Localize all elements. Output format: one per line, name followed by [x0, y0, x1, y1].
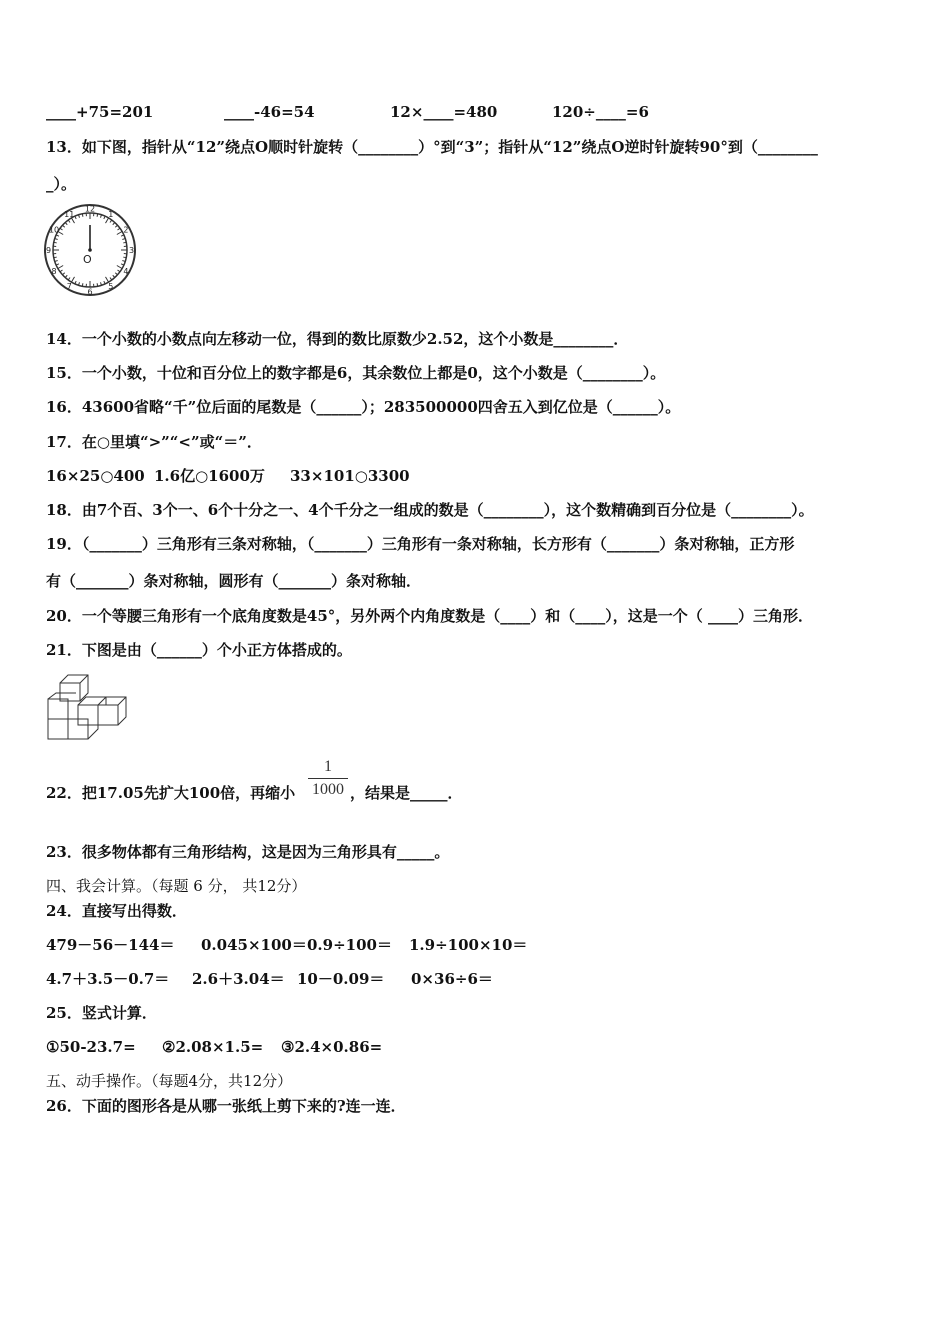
clock-numeral: 7 — [66, 281, 72, 291]
q22-pre: 22．把17.05先扩大100倍，再缩小 — [46, 784, 296, 802]
q17-item-3: 33×101○3300 — [290, 467, 410, 485]
clock-tick — [65, 223, 67, 225]
q25-title: 25．竖式计算． — [46, 1004, 157, 1022]
clock-tick — [104, 216, 105, 219]
clock-tick — [72, 277, 75, 282]
clock-tick — [113, 223, 115, 225]
clock-numeral: 8 — [51, 266, 57, 276]
clock-numeral: 2 — [123, 225, 129, 235]
clock-tick — [68, 278, 70, 280]
q24-r2-c2: 2.6＋3.04＝ — [192, 970, 285, 988]
clock-tick — [58, 266, 63, 269]
clock-tick — [110, 278, 112, 280]
clock-tick — [56, 264, 59, 265]
clock-numeral: 3 — [128, 246, 135, 255]
q24-title: 24．直接写出得数． — [46, 902, 187, 920]
q22-post: ，结果是_____． — [350, 784, 463, 802]
q20-text: 20．一个等腰三角形有一个底角度数是45°，另外两个内角度数是（____）和（____），这是一个（ ____）三角形． — [46, 607, 813, 625]
clock-tick — [82, 214, 83, 217]
q14-text: 14．一个小数的小数点向左移动一位，得到的数比原数少2.52，这个小数是________． — [46, 330, 629, 348]
q17-item-2: 1.6亿○1600万 — [154, 467, 265, 485]
q22-fraction — [308, 758, 348, 799]
clock-tick — [117, 266, 122, 269]
clock-tick — [118, 228, 120, 230]
q24-r1-c1: 479－56－144＝ — [46, 936, 175, 954]
q12-item-b: ____-46=54 — [224, 103, 315, 121]
clock-tick — [121, 264, 124, 265]
clock-center-label: O — [83, 253, 92, 266]
q17-title: 17．在○里填“>”“<”或“＝”． — [46, 433, 262, 451]
clock-tick — [54, 242, 57, 243]
clock-tick — [121, 235, 124, 236]
clock-tick — [118, 270, 120, 272]
clock-tick — [123, 257, 126, 258]
q16-text: 16．43600省略“千”位后面的尾数是（______）；283500000四舍五入到亿位是（______）。 — [46, 398, 681, 416]
fraction-denominator: 1000 — [312, 781, 344, 798]
clock-tick — [65, 275, 67, 277]
clock-tick — [56, 235, 59, 236]
clock-tick — [75, 281, 76, 284]
clock-numeral: 1 — [108, 210, 114, 220]
q19-line1: 19．（_______）三角形有三条对称轴，（_______）三角形有一条对称轴，长方形有（_______）条对称轴，正方形 — [46, 535, 795, 553]
q21-text: 21．下图是由（______）个小正方体搭成的。 — [46, 641, 352, 659]
clock-tick — [97, 214, 98, 217]
clock-numeral: 6 — [87, 287, 93, 297]
q12-item-a: ____+75=201 — [46, 103, 154, 121]
q12-item-c: 12×____=480 — [390, 103, 498, 121]
clock-tick — [63, 273, 65, 275]
q24-r1-c2: 0.045×100＝ — [201, 936, 307, 954]
clock-tick — [63, 225, 65, 227]
clock-numeral: 4 — [123, 266, 129, 276]
q12-item-d: 120÷____=6 — [552, 103, 649, 121]
section-5-heading: 五、动手操作。（每题4分，共12分） — [46, 1072, 293, 1090]
clock-tick — [117, 232, 122, 235]
q13-line1: 13．如下图，指针从“12”绕点O顺时针旋转（________）°到“3”；指针从“12”绕点O逆时针旋转90°到（________ — [46, 138, 818, 156]
clock-tick — [60, 228, 62, 230]
q24-r2-c4: 0×36÷6＝ — [411, 970, 493, 988]
q24-r2-c1: 4.7＋3.5－0.7＝ — [46, 970, 170, 988]
q15-text: 15．一个小数，十位和百分位上的数字都是6，其余数位上都是0，这个小数是（________）。 — [46, 364, 666, 382]
clock-numeral: 12 — [84, 204, 96, 214]
clock-tick — [68, 220, 70, 222]
clock-tick — [60, 270, 62, 272]
clock-tick — [104, 281, 105, 284]
clock-tick — [113, 275, 115, 277]
q25-item-3: ③2.4×0.86= — [281, 1038, 383, 1056]
q17-item-1: 16×25○400 — [46, 467, 145, 485]
clock-numeral: 11 — [64, 210, 75, 220]
fraction-numerator: 1 — [324, 758, 332, 775]
clock-tick — [123, 242, 126, 243]
clock-tick — [115, 225, 117, 227]
clock-tick — [115, 273, 117, 275]
q25-item-2: ②2.08×1.5= — [162, 1038, 264, 1056]
clock-figure — [43, 203, 137, 297]
clock-tick — [110, 220, 112, 222]
q18-text: 18．由7个百、3个一、6个十分之一、4个千分之一组成的数是（________），这个数精确到百分位是（________）。 — [46, 501, 814, 519]
clock-tick — [97, 283, 98, 286]
q23-text: 23．很多物体都有三角形结构，这是因为三角形具有_____。 — [46, 843, 450, 861]
clock-tick — [82, 283, 83, 286]
q24-r1-c4: 1.9÷100×10＝ — [409, 936, 528, 954]
q19-line2: 有（_______）条对称轴，圆形有（_______）条对称轴． — [46, 572, 422, 590]
q25-item-1: ①50-23.7= — [46, 1038, 136, 1056]
clock-numeral: 10 — [48, 225, 60, 235]
clock-tick — [54, 257, 57, 258]
clock-tick — [75, 216, 76, 219]
q13-line2: _）。 — [46, 175, 77, 193]
q24-r2-c3: 10－0.09＝ — [297, 970, 385, 988]
cube-stack-figure — [46, 673, 132, 741]
clock-numeral: 9 — [45, 246, 52, 255]
section-4-heading: 四、我会计算。（每题 6 分， 共12分） — [46, 877, 307, 895]
clock-numeral: 5 — [108, 281, 114, 291]
q24-r1-c3: 0.9÷100＝ — [307, 936, 392, 954]
q26-text: 26．下面的图形各是从哪一张纸上剪下来的?连一连． — [46, 1097, 406, 1115]
